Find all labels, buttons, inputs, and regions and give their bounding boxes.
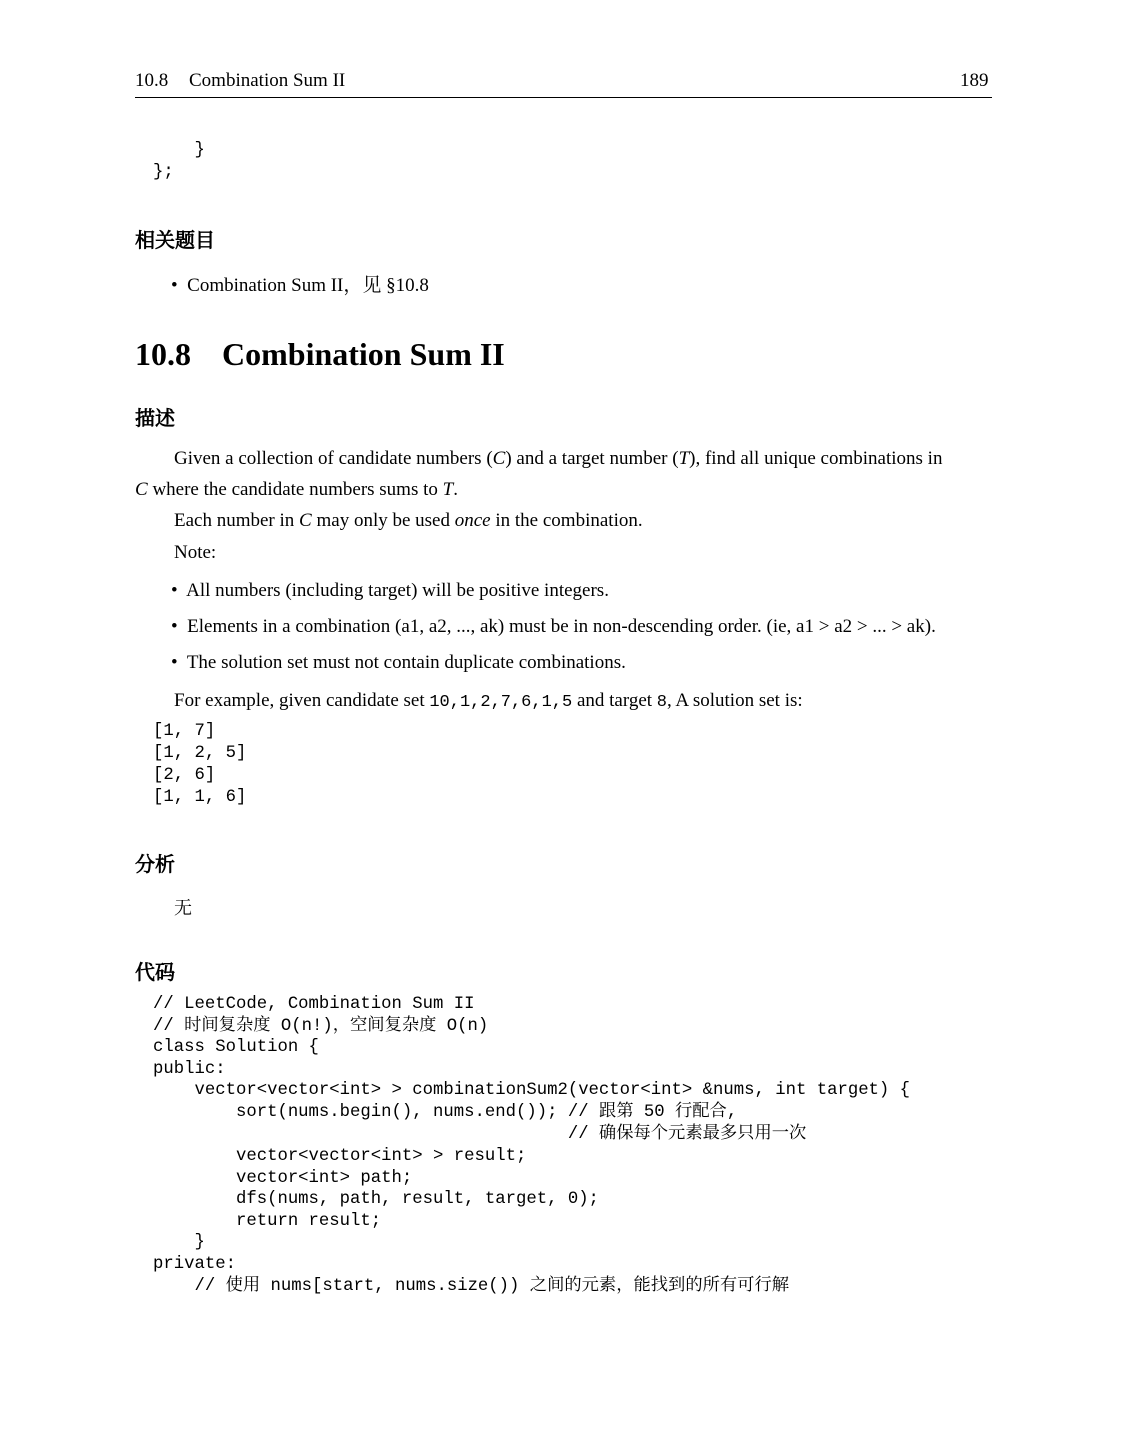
solution-line: [2, 6]: [153, 766, 216, 785]
header-rule: [135, 97, 992, 98]
math-c: C: [299, 510, 312, 531]
description-paragraph: [174, 448, 942, 470]
math-c: C: [135, 479, 148, 500]
section-number: 10.8: [135, 336, 191, 372]
math-t: T: [678, 448, 690, 469]
related-item[interactable]: • Combination Sum II，见 §10.8: [171, 275, 429, 296]
bullet-item: • Elements in a combination (a1, a2, ..., ak) must be in non-descending order. (ie, a1 > a2 > ... > ak).: [171, 616, 936, 637]
bullet-text: All numbers (including target) will be positive integers.: [186, 580, 609, 601]
text: in the combination.: [490, 510, 643, 531]
text: , A solution set is:: [666, 690, 803, 711]
analysis-text: 无: [174, 898, 192, 919]
once-paragraph: [174, 510, 643, 532]
code-line: sort(nums.begin(), nums.end()); // 跟第 50 行配合,: [153, 1103, 738, 1122]
code-line: };: [153, 163, 174, 182]
code-line: // 确保每个元素最多只用一次: [153, 1125, 807, 1144]
analysis-heading: 分析: [135, 852, 175, 876]
text: For example, given candidate set: [174, 690, 430, 711]
code-line: vector<vector<int> > combinationSum2(vector<int> &nums, int target) {: [153, 1081, 911, 1100]
code-line: dfs(nums, path, result, target, 0);: [153, 1190, 599, 1209]
bullet-item: • The solution set must not contain duplicate combinations.: [171, 652, 626, 673]
code-line: }: [153, 1233, 205, 1252]
code-line: vector<vector<int> > result;: [153, 1147, 527, 1166]
bullet-text: The solution set must not contain duplicate combinations.: [186, 652, 626, 673]
section-title: Combination Sum II: [222, 336, 505, 372]
example-target: 8: [656, 693, 667, 712]
text: ), find all unique combinations in: [689, 448, 943, 469]
math-c: C: [492, 448, 506, 469]
math-t: T: [442, 479, 454, 500]
solution-line: [1, 7]: [153, 722, 216, 741]
text: and target: [572, 690, 657, 711]
page-number: 189: [960, 70, 989, 91]
code-line: private:: [153, 1255, 236, 1274]
solution-line: [1, 2, 5]: [153, 744, 247, 763]
text: Given a collection of candidate numbers (: [174, 448, 493, 469]
example-paragraph: [174, 690, 803, 712]
code-line: public:: [153, 1060, 226, 1079]
note-label: Note:: [174, 542, 217, 563]
code-heading: 代码: [135, 960, 175, 984]
description-heading: 描述: [135, 406, 175, 430]
text: Each number in: [174, 510, 300, 531]
text: ) and a target number (: [505, 448, 679, 469]
running-header-section: 10.8: [135, 70, 169, 91]
related-link[interactable]: Combination Sum II，见 §10.8: [187, 275, 429, 296]
code-line: class Solution {: [153, 1038, 319, 1057]
text: .: [453, 479, 458, 500]
code-line: return result;: [153, 1212, 382, 1231]
code-line: }: [153, 141, 205, 160]
code-line: vector<int> path;: [153, 1169, 413, 1188]
text: where the candidate numbers sums to: [147, 479, 443, 500]
text: may only be used: [311, 510, 455, 531]
description-paragraph-cont: [135, 479, 458, 501]
related-heading: 相关题目: [135, 228, 215, 252]
bullet-text: Elements in a combination (a1, a2, ..., ak) must be in non-descending order. (ie, a1 > a2 > ... > ak).: [187, 616, 936, 637]
bullet-item: • All numbers (including target) will be positive integers.: [171, 580, 609, 601]
solution-line: [1, 1, 6]: [153, 788, 247, 807]
running-header-title: Combination Sum II: [189, 70, 346, 91]
code-line: // LeetCode, Combination Sum II: [153, 995, 475, 1014]
example-set: 10,1,2,7,6,1,5: [429, 693, 573, 712]
code-line: // 时间复杂度 O(n!)，空间复杂度 O(n): [153, 1017, 489, 1036]
code-line: // 使用 nums[start, nums.size()) 之间的元素，能找到的所有可行解: [153, 1277, 790, 1296]
emphasis: once: [454, 510, 491, 531]
